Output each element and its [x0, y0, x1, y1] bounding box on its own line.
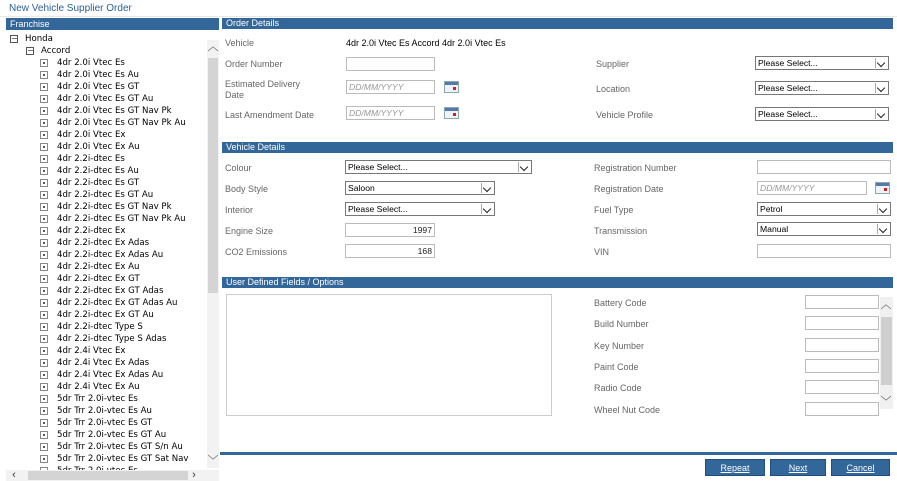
leaf-node-icon	[40, 215, 48, 223]
udf-field-label: Radio Code	[594, 383, 642, 394]
window-title: New Vehicle Supplier Order	[9, 3, 132, 14]
chevron-down-icon[interactable]	[518, 162, 530, 172]
tree-horizontal-scrollbar[interactable]	[6, 470, 219, 481]
tree-node-label: 4dr 2.2i-dtec Es GT Nav Pk Au	[57, 214, 186, 224]
transmission-label: Transmission	[594, 226, 648, 236]
leaf-node-icon	[40, 95, 48, 103]
udf-field-input[interactable]	[805, 295, 879, 309]
cancel-button[interactable]: Cancel	[831, 459, 890, 476]
estimated-delivery-label-line2: Date	[225, 90, 245, 100]
udf-field-input[interactable]	[805, 316, 879, 330]
tree-vertical-scrollbar[interactable]	[207, 40, 219, 468]
tree-node-label: 4dr 2.0i Vtec Ex	[57, 130, 126, 140]
leaf-node-icon	[40, 203, 48, 211]
select-value: Please Select...	[758, 109, 818, 119]
leaf-node-icon	[40, 431, 48, 439]
vehicle-value: 4dr 2.0i Vtec Es Accord 4dr 2.0i Vtec Es	[346, 38, 506, 48]
tree-node-label: 4dr 2.2i-dtec Ex GT Adas Au	[57, 298, 178, 308]
franchise-header: Franchise	[6, 18, 219, 30]
tree-node-label: Honda	[25, 34, 53, 44]
leaf-node-icon	[40, 155, 48, 163]
select-value: Please Select...	[758, 58, 818, 68]
leaf-node-icon	[40, 407, 48, 415]
scroll-left-icon[interactable]: ‹	[12, 469, 16, 481]
leaf-node-icon	[40, 239, 48, 247]
udf-field-label: Paint Code	[594, 361, 639, 372]
vehicle-details-header: Vehicle Details	[222, 142, 893, 153]
last-amendment-label: Last Amendment Date	[225, 110, 315, 120]
title-divider	[0, 16, 897, 17]
order-number-label: Order Number	[225, 59, 283, 69]
leaf-node-icon	[40, 167, 48, 175]
tree-node-label: 4dr 2.2i-dtec Es GT Au	[57, 190, 154, 200]
tree-node-label: 4dr 2.2i-dtec Ex Au	[57, 262, 140, 272]
repeat-button[interactable]: Repeat	[705, 459, 765, 476]
supplier-select[interactable]	[755, 56, 889, 70]
location-select[interactable]	[755, 81, 889, 95]
udf-field-input[interactable]	[805, 380, 879, 394]
scroll-thumb[interactable]	[881, 317, 892, 385]
leaf-node-icon	[40, 287, 48, 295]
vehicle-label: Vehicle	[225, 38, 255, 48]
colour-label: Colour	[225, 163, 252, 173]
collapse-icon[interactable]: −	[27, 46, 34, 55]
chevron-down-icon[interactable]	[875, 83, 887, 93]
tree-node-label: 4dr 2.2i-dtec Type S Adas	[57, 334, 167, 344]
tree-node-label: 4dr 2.2i-dtec Ex	[57, 226, 126, 236]
tree-node-label: 4dr 2.0i Vtec Es GT Nav Pk	[57, 106, 172, 116]
calendar-icon[interactable]	[444, 81, 459, 93]
vin-input[interactable]	[757, 244, 891, 258]
udf-header: User Defined Fields / Options	[222, 277, 893, 288]
tree-node-label: 4dr 2.2i-dtec Es GT Nav Pk	[57, 202, 172, 212]
footer-divider	[220, 452, 897, 455]
udf-field-label: Wheel Nut Code	[594, 404, 661, 415]
tree-node-label: 4dr 2.2i-dtec Es GT	[57, 178, 140, 188]
leaf-node-icon	[40, 275, 48, 283]
location-label: Location	[596, 84, 631, 94]
tree-node-label: 5dr Trr 2.0i-vtec Es GT Sat Nav	[57, 454, 189, 464]
registration-number-input[interactable]	[757, 160, 891, 174]
body-style-label: Body Style	[225, 184, 269, 194]
co2-input[interactable]: 168	[345, 244, 435, 258]
tree-node-label: 4dr 2.4i Vtec Ex	[57, 346, 126, 356]
leaf-node-icon	[40, 311, 48, 319]
leaf-node-icon	[40, 263, 48, 271]
tree-node-label: 4dr 2.0i Vtec Es GT Nav Pk Au	[57, 118, 186, 128]
tree-node-label: 4dr 2.0i Vtec Es Au	[57, 70, 139, 80]
estimated-delivery-label-line1: Estimated Delivery	[225, 79, 301, 89]
estimated-delivery-input[interactable]: DD/MM/YYYY	[346, 80, 435, 94]
interior-label: Interior	[225, 205, 254, 215]
leaf-node-icon	[40, 323, 48, 331]
leaf-node-icon	[40, 131, 48, 139]
leaf-node-icon	[40, 71, 48, 79]
vehicle-profile-label: Vehicle Profile	[596, 110, 654, 120]
tree-node-label: 4dr 2.4i Vtec Ex Adas Au	[57, 370, 164, 380]
leaf-node-icon	[40, 443, 48, 451]
options-textarea[interactable]	[226, 294, 552, 416]
tree-node-label: 4dr 2.2i-dtec Ex GT	[57, 274, 140, 284]
tree-node-label: 5dr Trr 2.0i-vtec Es GT Au	[57, 430, 167, 440]
fuel-type-label: Fuel Type	[594, 205, 634, 215]
tree-node-label: 4dr 2.2i-dtec Ex Adas	[57, 238, 150, 248]
select-value: Petrol	[760, 204, 783, 214]
tree-node-label: 4dr 2.0i Vtec Es	[57, 58, 125, 68]
tree-node-label: 4dr 2.0i Vtec Es GT	[57, 82, 140, 92]
leaf-node-icon	[40, 395, 48, 403]
chevron-down-icon[interactable]	[877, 224, 889, 234]
vehicle-profile-select[interactable]	[755, 107, 889, 121]
colour-select[interactable]	[345, 160, 532, 174]
udf-field-label: Key Number	[594, 340, 645, 351]
last-amendment-input[interactable]: DD/MM/YYYY	[346, 106, 435, 120]
order-details-header: Order Details	[222, 18, 893, 29]
calendar-icon[interactable]	[875, 182, 890, 194]
udf-field-label: Battery Code	[594, 298, 647, 308]
tree-node-label: 4dr 2.2i-dtec Ex GT Adas	[57, 286, 164, 296]
leaf-node-icon	[40, 359, 48, 367]
chevron-down-icon[interactable]	[875, 109, 887, 119]
chevron-down-icon[interactable]	[481, 183, 493, 193]
chevron-down-icon[interactable]	[877, 204, 889, 214]
engine-size-input[interactable]: 1997	[345, 223, 435, 237]
tree-node-label: 5dr Trr 2.0i-vtec Es GT S/n Au	[57, 442, 183, 452]
chevron-down-icon[interactable]	[481, 204, 493, 214]
leaf-node-icon	[40, 59, 48, 67]
tree-node-label: 5dr Trr 2.0i-vtec Es Au	[57, 406, 152, 416]
scroll-down-icon[interactable]: ﹀	[880, 396, 892, 408]
co2-label: CO2 Emissions	[225, 247, 288, 257]
leaf-node-icon	[40, 251, 48, 259]
leaf-node-icon	[40, 371, 48, 379]
scroll-up-icon[interactable]: ︿	[207, 41, 219, 53]
udf-field-input[interactable]	[805, 402, 879, 416]
udf-field-input[interactable]	[805, 359, 879, 373]
tree-node-label: 4dr 2.0i Vtec Es GT Au	[57, 94, 154, 104]
tree-node-label: 4dr 2.4i Vtec Ex Adas	[57, 358, 150, 368]
leaf-node-icon	[40, 143, 48, 151]
leaf-node-icon	[40, 299, 48, 307]
calendar-icon[interactable]	[444, 107, 459, 119]
select-value: Please Select...	[348, 204, 408, 214]
leaf-node-icon	[40, 107, 48, 115]
tree-node-label: 5dr Trr 2.0i-vtec Es GT	[57, 418, 153, 428]
select-value: Saloon	[348, 183, 375, 193]
leaf-node-icon	[40, 419, 48, 427]
franchise-tree[interactable]	[6, 31, 207, 468]
tree-node-label: 4dr 2.2i-dtec Es Au	[57, 166, 139, 176]
engine-size-label: Engine Size	[225, 226, 274, 236]
tree-node-label: 4dr 2.2i-dtec Ex Adas Au	[57, 250, 164, 260]
vin-label: VIN	[594, 247, 610, 257]
collapse-icon[interactable]: −	[11, 34, 18, 43]
scroll-thumb[interactable]	[208, 58, 218, 293]
select-value: Please Select...	[348, 162, 408, 172]
scroll-up-icon[interactable]: ︿	[880, 299, 892, 311]
interior-select[interactable]	[345, 202, 495, 216]
udf-field-label: Build Number	[594, 319, 649, 330]
scroll-right-icon[interactable]: ›	[192, 469, 196, 481]
tree-node-label: 4dr 2.4i Vtec Ex Au	[57, 382, 140, 392]
supplier-label: Supplier	[596, 59, 630, 69]
chevron-down-icon[interactable]	[875, 58, 887, 68]
leaf-node-icon	[40, 119, 48, 127]
tree-node-label: 4dr 2.2i-dtec Es	[57, 154, 125, 164]
udf-field-input[interactable]	[805, 338, 879, 352]
registration-number-label: Registration Number	[594, 163, 677, 173]
scroll-down-icon[interactable]: ﹀	[207, 455, 219, 467]
udf-scrollbar[interactable]	[880, 297, 893, 409]
body-style-select[interactable]	[345, 181, 495, 195]
scroll-thumb[interactable]	[28, 471, 188, 480]
transmission-select[interactable]	[757, 222, 891, 236]
leaf-node-icon	[40, 335, 48, 343]
leaf-node-icon	[40, 191, 48, 199]
select-value: Please Select...	[758, 83, 818, 93]
tree-node-label: 4dr 2.2i-dtec Ex GT Au	[57, 310, 154, 320]
leaf-node-icon	[40, 179, 48, 187]
order-number-input[interactable]	[346, 57, 435, 71]
tree-node-label: 4dr 2.0i Vtec Ex Au	[57, 142, 140, 152]
leaf-node-icon	[40, 455, 48, 463]
fuel-type-select[interactable]	[757, 202, 891, 216]
leaf-node-icon	[40, 83, 48, 91]
tree-node-label: 5dr Trr 2.0i-vtec Es	[57, 394, 138, 404]
select-value: Manual	[760, 224, 789, 234]
registration-date-label: Registration Date	[594, 184, 664, 194]
leaf-node-icon	[40, 383, 48, 391]
next-button[interactable]: Next	[770, 459, 826, 476]
tree-node-label: 4dr 2.2i-dtec Type S	[57, 322, 143, 332]
tree-node-label: Accord	[41, 46, 71, 56]
leaf-node-icon	[40, 347, 48, 355]
leaf-node-icon	[40, 227, 48, 235]
registration-date-input[interactable]: DD/MM/YYYY	[757, 181, 867, 195]
